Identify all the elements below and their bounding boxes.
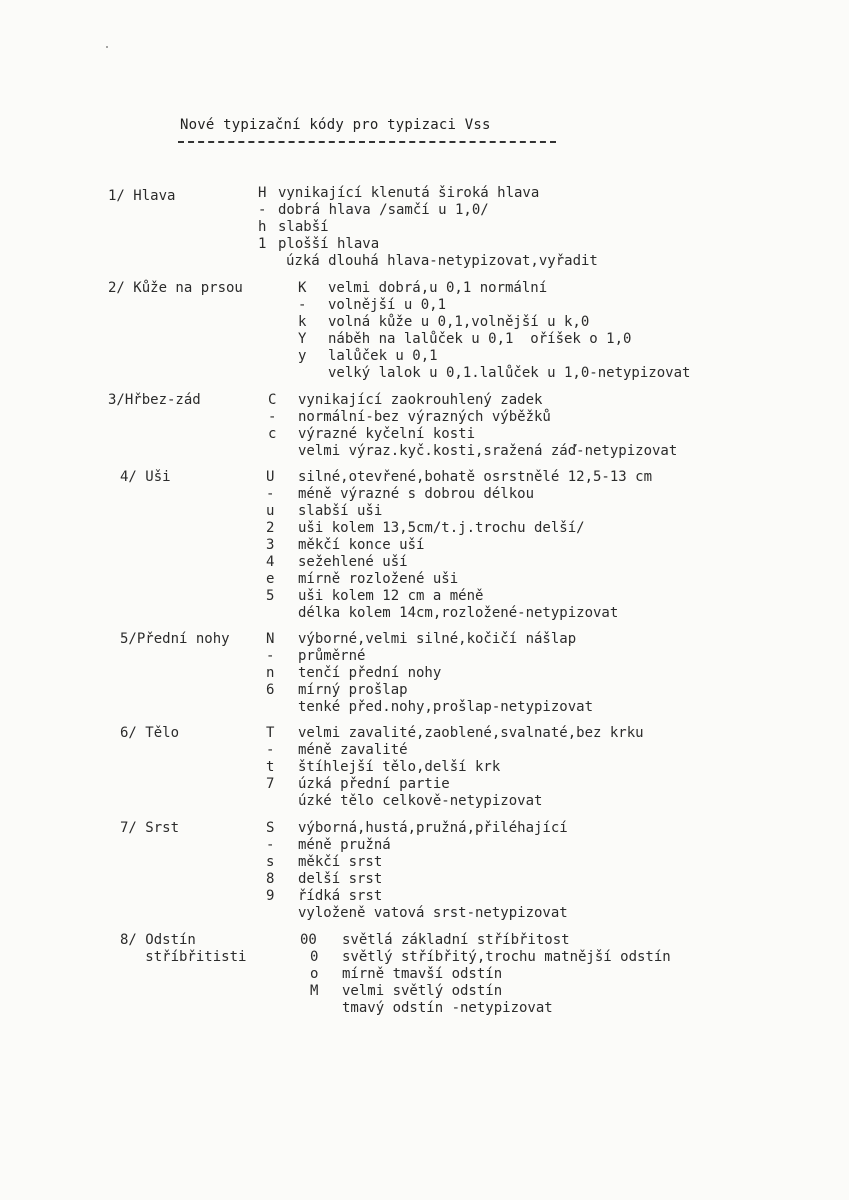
type-code: 9 xyxy=(266,888,275,904)
type-code: - xyxy=(258,202,267,218)
type-code: H xyxy=(258,185,267,201)
type-description: delší srst xyxy=(298,871,383,887)
title-underline xyxy=(178,141,556,143)
type-code: C xyxy=(268,392,277,408)
type-description: tenké před.nohy,prošlap-netypizovat xyxy=(298,699,594,715)
section-label: 4/ Uši xyxy=(120,469,171,485)
type-description: plošší hlava xyxy=(278,236,380,252)
type-description: měkčí konce uší xyxy=(298,537,425,553)
type-code: 7 xyxy=(266,776,275,792)
type-code: s xyxy=(266,854,275,870)
type-code: u xyxy=(266,503,275,519)
type-description: mírně tmavší odstín xyxy=(342,966,503,982)
type-description: štíhlejší tělo,delší krk xyxy=(298,759,501,775)
type-description: lalůček u 0,1 xyxy=(328,348,438,364)
type-code: 4 xyxy=(266,554,275,570)
type-code: - xyxy=(298,297,307,313)
type-description: dobrá hlava /samčí u 1,0/ xyxy=(278,202,489,218)
type-code: - xyxy=(266,742,275,758)
type-code: T xyxy=(266,725,275,741)
type-description: vyloženě vatová srst-netypizovat xyxy=(298,905,568,921)
type-description: průměrné xyxy=(298,648,366,664)
type-description: sežehlené uší xyxy=(298,554,408,570)
type-description: vynikající zaokrouhlený zadek xyxy=(298,392,543,408)
type-description: uši kolem 12 cm a méně xyxy=(298,588,484,604)
type-code: 3 xyxy=(266,537,275,553)
type-description: řídká srst xyxy=(298,888,383,904)
type-description: úzké tělo celkově-netypizovat xyxy=(298,793,543,809)
type-code: N xyxy=(266,631,275,647)
section-label: 2/ Kůže na prsou xyxy=(108,280,243,296)
type-code: 0 xyxy=(310,949,319,965)
type-description: mírně rozložené uši xyxy=(298,571,459,587)
type-description: silné,otevřené,bohatě osrstnělé 12,5-13 cm xyxy=(298,469,653,485)
type-code: 5 xyxy=(266,588,275,604)
type-description: velmi dobrá,u 0,1 normální xyxy=(328,280,548,296)
type-code: y xyxy=(298,348,307,364)
type-description: náběh na lalůček u 0,1 oříšek o 1,0 xyxy=(328,331,632,347)
type-description: volná kůže u 0,1,volnější u k,0 xyxy=(328,314,590,330)
type-code: U xyxy=(266,469,275,485)
type-description: slabší xyxy=(278,219,329,235)
type-description: světlý stříbřitý,trochu matnější odstín xyxy=(342,949,671,965)
type-description: velmi světlý odstín xyxy=(342,983,503,999)
type-code: k xyxy=(298,314,307,330)
type-description: méně zavalité xyxy=(298,742,408,758)
section-label: 7/ Srst xyxy=(120,820,180,836)
type-description: úzká dlouhá hlava-netypizovat,vyřadit xyxy=(286,253,598,269)
type-code: - xyxy=(266,486,275,502)
section-label: 1/ Hlava xyxy=(108,188,176,204)
type-code: S xyxy=(266,820,275,836)
type-code: 1 xyxy=(258,236,267,252)
section-label: 5/Přední nohy xyxy=(120,631,230,647)
type-description: délka kolem 14cm,rozložené-netypizovat xyxy=(298,605,619,621)
type-code: - xyxy=(266,837,275,853)
section-label: 6/ Tělo xyxy=(120,725,180,741)
type-description: výborné,velmi silné,kočičí nášlap xyxy=(298,631,577,647)
type-description: slabší uši xyxy=(298,503,383,519)
type-code: o xyxy=(310,966,319,982)
type-description: velmi výraz.kyč.kosti,sražená záď-netypizovat xyxy=(298,443,678,459)
type-code: - xyxy=(266,648,275,664)
type-code: 2 xyxy=(266,520,275,536)
type-code: 00 xyxy=(300,932,317,948)
type-code: K xyxy=(298,280,307,296)
type-description: velmi zavalité,zaoblené,svalnaté,bez krku xyxy=(298,725,644,741)
paper-speck xyxy=(106,46,108,48)
type-code: M xyxy=(310,983,319,999)
type-code: e xyxy=(266,571,275,587)
section-label: 8/ Odstín stříbřitisti xyxy=(120,932,247,965)
type-description: výborná,hustá,pružná,přiléhající xyxy=(298,820,568,836)
type-description: tmavý odstín -netypizovat xyxy=(342,1000,553,1016)
type-description: měkčí srst xyxy=(298,854,383,870)
type-description: výrazné kyčelní kosti xyxy=(298,426,476,442)
type-description: vynikající klenutá široká hlava xyxy=(278,185,540,201)
type-code: Y xyxy=(298,331,307,347)
type-code: h xyxy=(258,219,267,235)
type-description: méně pružná xyxy=(298,837,391,853)
section-label: 3/Hřbez-zád xyxy=(108,392,201,408)
type-code: - xyxy=(268,409,277,425)
type-description: méně výrazné s dobrou délkou xyxy=(298,486,535,502)
type-code: n xyxy=(266,665,275,681)
type-description: tenčí přední nohy xyxy=(298,665,442,681)
type-code: 6 xyxy=(266,682,275,698)
type-description: světlá základní stříbřitost xyxy=(342,932,570,948)
type-description: velký lalok u 0,1.lalůček u 1,0-netypizovat xyxy=(328,365,691,381)
type-description: mírný prošlap xyxy=(298,682,408,698)
type-description: úzká přední partie xyxy=(298,776,450,792)
type-code: c xyxy=(268,426,277,442)
page-title: Nové typizační kódy pro typizaci Vss xyxy=(180,117,491,133)
type-description: uši kolem 13,5cm/t.j.trochu delší/ xyxy=(298,520,585,536)
type-description: normální-bez výrazných výběžků xyxy=(298,409,551,425)
type-code: t xyxy=(266,759,275,775)
type-description: volnější u 0,1 xyxy=(328,297,447,313)
type-code: 8 xyxy=(266,871,275,887)
